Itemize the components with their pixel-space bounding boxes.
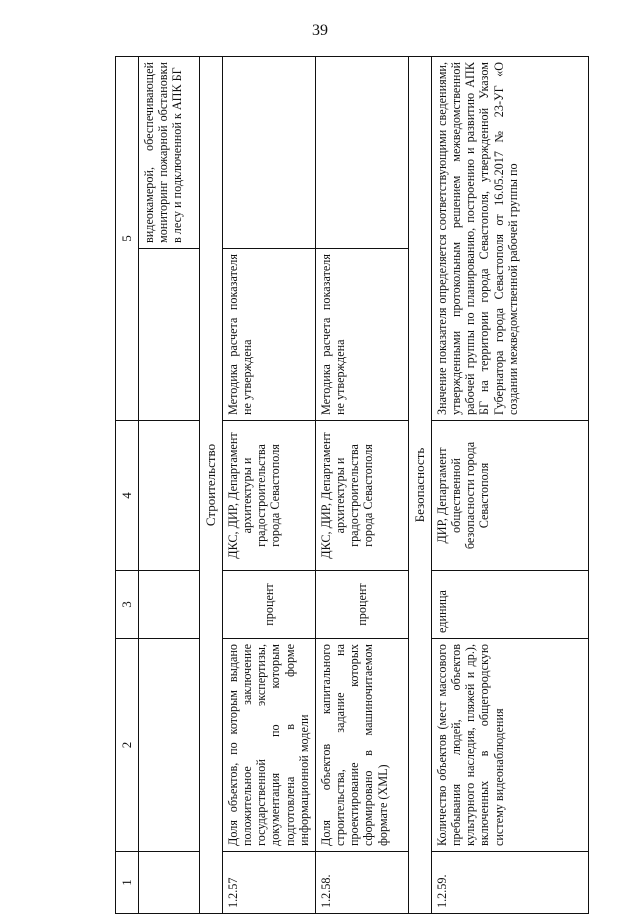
indicator-name: Доля объектов капитального строительства, задание на проектирование которых сформировано в машиночитаемом формате (XML) [316,639,409,852]
header-col-5: 5 [116,57,139,421]
responsible: ДКС, ДИР, Департамент архитектуры и градостроительства города Севастополя [316,421,409,571]
table-row [316,57,409,914]
responsible: ДИР, Департамент общественной безопасности города Севастополя [432,421,589,571]
section-title: Безопасность [409,57,432,914]
header-col-3: 3 [116,571,139,639]
header-col-4: 4 [116,421,139,571]
header-col-1: 1 [116,852,139,914]
indicator-table [115,56,589,914]
cell-empty [139,571,200,639]
cell-empty [223,57,316,249]
cell-empty [139,421,200,571]
indicator-name: Доля объектов, по которым выдано положительное заключение государственной экспертизы, документация по которым подготовлена в форме информационной модели [223,639,316,852]
table-row [432,57,589,914]
rotated-table-container [115,57,605,914]
cell-empty [139,639,200,852]
calculation-method: Методика расчета показателя не утверждена [316,249,409,421]
indicator-name: Количество объектов (мест массового пребывания людей, объектов культурного наследия, пляжей и др.), включенных в общегородскую систему видеонаблюдения [432,639,589,852]
unit: процент [223,571,316,639]
row-number: 1.2.58. [316,852,409,914]
table-row [223,57,316,914]
section-row-construction [200,57,223,914]
page-number: 39 [312,22,328,39]
section-title: Строительство [200,57,223,914]
continuation-text: видеокамерой, обеспечивающей мониторинг пожарной обстановки в лесу и подключенной к АПК БГ [139,57,200,249]
row-number: 1.2.57 [223,852,316,914]
header-col-2: 2 [116,639,139,852]
cell-empty [139,852,200,914]
unit: единица [432,571,589,639]
row-number: 1.2.59. [432,852,589,914]
table-header-row [116,57,139,914]
cell-empty [316,57,409,249]
cell-empty [139,249,200,421]
calculation-method: Методика расчета показателя не утверждена [223,249,316,421]
section-row-security [409,57,432,914]
calculation-method: Значение показателя определяется соответствующими сведениями, утвержденными протокольным решением межведомственной рабочей группы по планированию, построению и развитию АПК БГ на территории города Севастополя, утвержденной Указом Губернатора города Севастополя от 16.05.2017 № 23-УГ «О создании межведомственной рабочей группы по [432,57,589,421]
responsible: ДКС, ДИР, Департамент архитектуры и градостроительства города Севастополя [223,421,316,571]
unit: процент [316,571,409,639]
rotated-table-area [115,57,605,914]
table-row-continuation [139,57,200,914]
